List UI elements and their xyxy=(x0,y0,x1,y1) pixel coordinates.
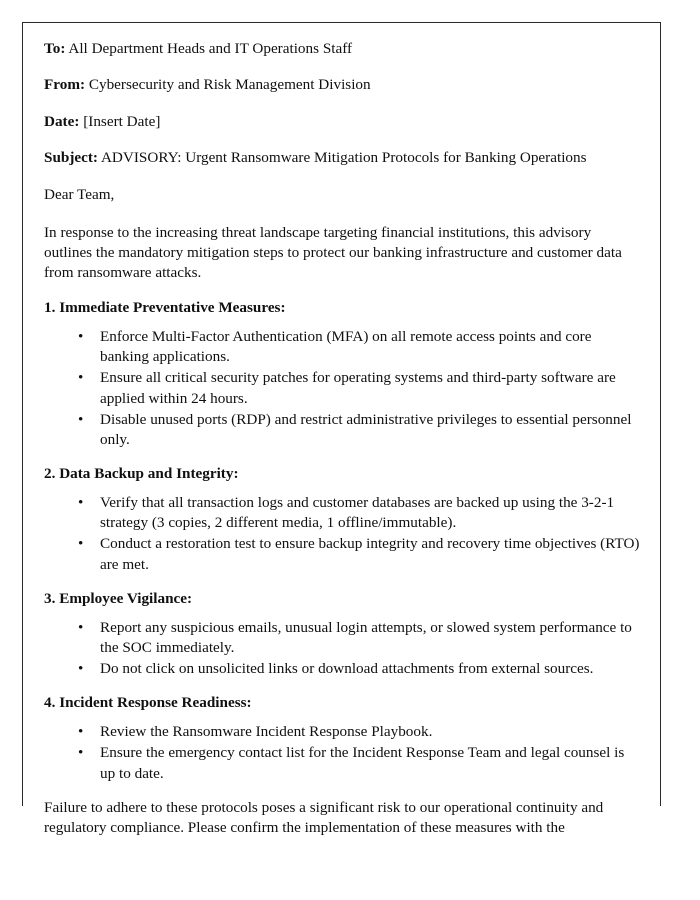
section-bullets-4 xyxy=(44,722,640,784)
memo-field-date xyxy=(44,112,640,131)
memo-value-subject: ADVISORY: Urgent Ransomware Mitigation Protocols for Banking Operations xyxy=(100,149,587,167)
document-body xyxy=(23,23,660,838)
memo-value-from: Cybersecurity and Risk Management Division xyxy=(88,76,371,94)
memo-label-from: From: xyxy=(44,76,86,94)
memo-field-subject xyxy=(44,148,640,167)
salutation: Dear Team, xyxy=(44,185,115,203)
memo-field-from xyxy=(44,75,640,94)
section-heading-2: 2. Data Backup and Integrity: xyxy=(44,465,239,483)
intro-paragraph: In response to the increasing threat landscape targeting financial institutions, this advisory outlines the mandatory mitigation steps to protect our banking infrastructure and customer data from ransomware attacks. xyxy=(44,223,622,281)
closing-paragraph: Failure to adhere to these protocols poses a significant risk to our operational continuity and regulatory compliance. Please confirm the implementation of these measures with the xyxy=(44,798,604,836)
list-item: • Review the Ransomware Incident Response Playbook. xyxy=(88,722,640,742)
section-heading-4: 4. Incident Response Readiness: xyxy=(44,694,252,712)
memo-value-to: All Department Heads and IT Operations Staff xyxy=(68,40,353,57)
list-item: • Report any suspicious emails, unusual login attempts, or slowed system performance to the SOC immediately. xyxy=(88,618,640,658)
section-bullets-3 xyxy=(44,618,640,680)
section-bullets-1 xyxy=(44,327,640,450)
section-heading-3: 3. Employee Vigilance: xyxy=(44,589,193,607)
memo-value-date: [Insert Date] xyxy=(83,112,161,130)
section-heading-1: 1. Immediate Preventative Measures: xyxy=(44,299,286,317)
list-item: • Disable unused ports (RDP) and restrict administrative privileges to essential personnel only. xyxy=(88,410,640,450)
section-bullets-2 xyxy=(44,493,640,575)
list-item: • Ensure the emergency contact list for the Incident Response Team and legal counsel is up to date. xyxy=(88,743,640,783)
list-item: • Enforce Multi-Factor Authentication (MFA) on all remote access points and core banking applications. xyxy=(88,327,640,367)
memo-field-to xyxy=(44,39,640,58)
list-item: • Verify that all transaction logs and customer databases are backed up using the 3-2-1 strategy (3 copies, 2 different media, 1 offline/immutable). xyxy=(88,493,640,533)
memo-label-date: Date: xyxy=(44,112,80,130)
memo-label-to: To: xyxy=(44,40,66,57)
memo-label-subject: Subject: xyxy=(44,149,98,167)
list-item: • Do not click on unsolicited links or download attachments from external sources. xyxy=(88,659,640,679)
document-frame xyxy=(22,22,661,836)
list-item: • Conduct a restoration test to ensure backup integrity and recovery time objectives (RTO) are met. xyxy=(88,534,640,574)
list-item: • Ensure all critical security patches for operating systems and third-party software are applied within 24 hours. xyxy=(88,368,640,408)
